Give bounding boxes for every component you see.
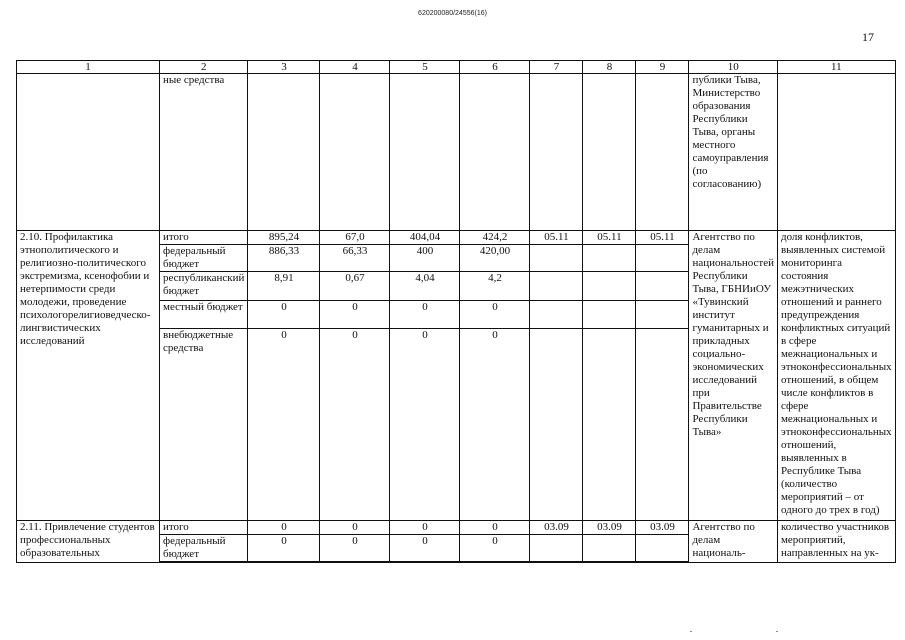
column-number-row bbox=[17, 61, 896, 74]
date-cell: 03.09 bbox=[530, 521, 583, 535]
amount-year3: 4,2 bbox=[460, 272, 530, 301]
amount-total: 895,24 bbox=[248, 231, 320, 245]
amount-year1: 0 bbox=[320, 301, 390, 329]
amount-year1: 66,33 bbox=[320, 245, 390, 272]
amount-total: 0 bbox=[248, 301, 320, 329]
result-cell: доля конфликтов, выявленных системой мониторинга состояния межэтнических отношений и раннего предупреждения конфликтных ситуаций в сфере межнациональных и этноконфессиональных отношений, в общем числе конфликтов в сфере межнациональных и этноконфессиональных отношений, выявленных в Республике Тыва (количество мероприятий – от одного до трех в год) bbox=[777, 231, 895, 521]
amount-year3: 424,2 bbox=[460, 231, 530, 245]
continuation-row bbox=[17, 74, 896, 231]
scan-speck bbox=[690, 631, 692, 632]
column-number: 6 bbox=[460, 61, 530, 74]
amount-year3: 0 bbox=[460, 535, 530, 563]
item-title: 2.10. Профилактика этнополитического и религиозно-политического экстремизма, ксенофобии и нетерпимости среди молодежи, проведение психологорелигиоведческо-лингвистических исследований bbox=[17, 231, 160, 521]
amount-total: 0 bbox=[248, 329, 320, 521]
date-cell: 05.11 bbox=[530, 231, 583, 245]
column-number: 3 bbox=[248, 61, 320, 74]
scan-speck bbox=[776, 631, 778, 632]
amount-year3: 0 bbox=[460, 521, 530, 535]
amount-year2: 400 bbox=[390, 245, 460, 272]
column-number: 7 bbox=[530, 61, 583, 74]
amount-total: 8,91 bbox=[248, 272, 320, 301]
column-number: 9 bbox=[636, 61, 689, 74]
amount-year1: 0 bbox=[320, 329, 390, 521]
amount-year2: 404,04 bbox=[390, 231, 460, 245]
amount-year1: 67,0 bbox=[320, 231, 390, 245]
amount-year3: 420,00 bbox=[460, 245, 530, 272]
amount-year2: 0 bbox=[390, 329, 460, 521]
column-number: 10 bbox=[689, 61, 778, 74]
amount-total: 0 bbox=[248, 535, 320, 563]
document-id: 620200080/24556(16) bbox=[418, 10, 487, 17]
amount-year3: 0 bbox=[460, 329, 530, 521]
amount-year2: 0 bbox=[390, 535, 460, 563]
executor-cell: публики Тыва, Министерство образования Республики Тыва, органы местного самоуправления (по согласованию) bbox=[689, 74, 778, 231]
date-cell: 05.11 bbox=[583, 231, 636, 245]
amount-total: 886,33 bbox=[248, 245, 320, 272]
funding-source: местный бюджет bbox=[160, 301, 248, 329]
amount-year2: 0 bbox=[390, 521, 460, 535]
funding-source: федеральный бюджет bbox=[160, 535, 248, 563]
column-number: 2 bbox=[160, 61, 248, 74]
column-number: 8 bbox=[583, 61, 636, 74]
date-cell: 03.09 bbox=[583, 521, 636, 535]
amount-year1: 0 bbox=[320, 535, 390, 563]
table-row bbox=[17, 521, 896, 535]
amount-year2: 4,04 bbox=[390, 272, 460, 301]
funding-source: итого bbox=[160, 231, 248, 245]
table-row bbox=[17, 231, 896, 245]
funding-source-cell: ные средства bbox=[160, 74, 248, 231]
funding-source: республиканский бюджет bbox=[160, 272, 248, 301]
executor-cell: Агентство по делам националь- bbox=[689, 521, 778, 563]
funding-source: внебюджетные средства bbox=[160, 329, 248, 521]
program-table bbox=[16, 60, 896, 563]
result-cell: количество участников мероприятий, направленных на ук- bbox=[777, 521, 895, 563]
item-title: 2.11. Привлечение студентов профессиональных образовательных bbox=[17, 521, 160, 563]
funding-source: итого bbox=[160, 521, 248, 535]
page-number: 17 bbox=[862, 30, 874, 44]
column-number: 4 bbox=[320, 61, 390, 74]
funding-source: федеральный бюджет bbox=[160, 245, 248, 272]
amount-year3: 0 bbox=[460, 301, 530, 329]
amount-year2: 0 bbox=[390, 301, 460, 329]
amount-year1: 0,67 bbox=[320, 272, 390, 301]
date-cell: 05.11 bbox=[636, 231, 689, 245]
date-cell: 03.09 bbox=[636, 521, 689, 535]
amount-year1: 0 bbox=[320, 521, 390, 535]
column-number: 11 bbox=[777, 61, 895, 74]
column-number: 5 bbox=[390, 61, 460, 74]
column-number: 1 bbox=[17, 61, 160, 74]
executor-cell: Агентство по делам национальностей Республики Тыва, ГБНИиОУ «Тувинский институт гуманитарных и прикладных социально-экономических исследований при Правительстве Республики Тыва» bbox=[689, 231, 778, 521]
amount-total: 0 bbox=[248, 521, 320, 535]
